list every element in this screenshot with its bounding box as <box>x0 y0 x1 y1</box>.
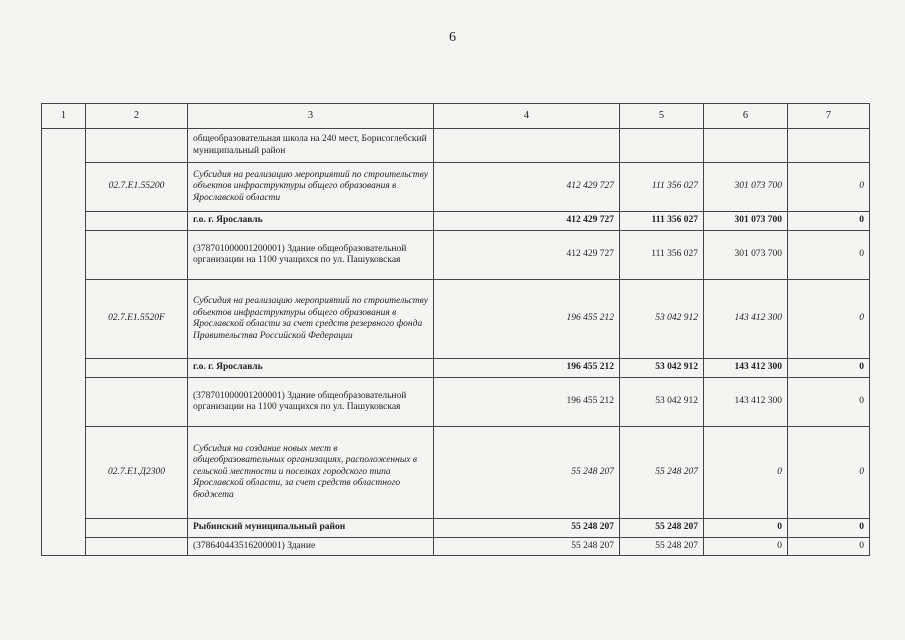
col6-cell: 143 412 300 <box>704 280 788 359</box>
header-cell-1: 1 <box>42 104 86 129</box>
col6-cell: 0 <box>704 519 788 538</box>
code-cell: 02.7.Е1.5520F <box>86 280 188 359</box>
col5-cell: 53 042 912 <box>620 359 704 378</box>
table-row <box>42 231 870 280</box>
code-cell <box>86 212 188 231</box>
col5-cell: 55 248 207 <box>620 538 704 556</box>
code-cell <box>86 231 188 280</box>
table-row <box>42 538 870 556</box>
table-row <box>42 378 870 427</box>
header-cell-2: 2 <box>86 104 188 129</box>
table-row <box>42 427 870 519</box>
code-cell: 02.7.Е1.Д2300 <box>86 427 188 519</box>
description-cell: (378701000001200001) Здание общеобразовательной организации на 1100 учащихся по ул. Пашуковская <box>188 378 434 427</box>
col6-cell: 0 <box>704 538 788 556</box>
col7-cell: 0 <box>788 231 870 280</box>
code-cell <box>86 519 188 538</box>
col5-cell: 111 356 027 <box>620 212 704 231</box>
col6-cell: 143 412 300 <box>704 378 788 427</box>
budget-table <box>41 103 870 556</box>
col4-cell: 196 455 212 <box>434 359 620 378</box>
description-cell: Субсидия на создание новых мест в общеобразовательных организациях, расположенных в сельской местности и поселках городского типа Ярославской области, за счет средств областного бюджета <box>188 427 434 519</box>
header-row <box>42 104 870 129</box>
col4-cell: 55 248 207 <box>434 427 620 519</box>
description-cell: г.о. г. Ярославль <box>188 212 434 231</box>
description-cell: Рыбинский муниципальный район <box>188 519 434 538</box>
header-cell-4: 4 <box>434 104 620 129</box>
col6-cell: 0 <box>704 427 788 519</box>
description-cell: общеобразовательная школа на 240 мест, Борисоглебский муниципальный район <box>188 129 434 163</box>
col7-cell: 0 <box>788 280 870 359</box>
header-cell-6: 6 <box>704 104 788 129</box>
col7-cell: 0 <box>788 427 870 519</box>
table-row <box>42 129 870 163</box>
description-cell: Субсидия на реализацию мероприятий по строительству объектов инфраструктуры общего образования в Ярославской области <box>188 163 434 212</box>
col6-cell <box>704 129 788 163</box>
col5-cell: 111 356 027 <box>620 163 704 212</box>
col7-cell <box>788 129 870 163</box>
table-row <box>42 163 870 212</box>
description-cell: Субсидия на реализацию мероприятий по строительству объектов инфраструктуры общего образования в Ярославской области за счет средств резервного фонда Правительства Российской Федерации <box>188 280 434 359</box>
table-row <box>42 359 870 378</box>
col5-cell: 111 356 027 <box>620 231 704 280</box>
col5-cell: 55 248 207 <box>620 427 704 519</box>
col7-cell: 0 <box>788 538 870 556</box>
col5-cell: 55 248 207 <box>620 519 704 538</box>
col7-cell: 0 <box>788 212 870 231</box>
col4-cell: 55 248 207 <box>434 538 620 556</box>
page-number: 6 <box>449 30 456 45</box>
header-cell-3: 3 <box>188 104 434 129</box>
col7-cell: 0 <box>788 378 870 427</box>
description-cell: (378640443516200001) Здание <box>188 538 434 556</box>
code-cell: 02.7.Е1.55200 <box>86 163 188 212</box>
header-cell-5: 5 <box>620 104 704 129</box>
col5-cell: 53 042 912 <box>620 280 704 359</box>
description-cell: (378701000001200001) Здание общеобразовательной организации на 1100 учащихся по ул. Пашуковская <box>188 231 434 280</box>
col4-cell: 55 248 207 <box>434 519 620 538</box>
col5-cell <box>620 129 704 163</box>
col6-cell: 301 073 700 <box>704 231 788 280</box>
col6-cell: 301 073 700 <box>704 163 788 212</box>
col7-cell: 0 <box>788 359 870 378</box>
table-row <box>42 519 870 538</box>
col4-cell: 412 429 727 <box>434 212 620 231</box>
code-cell <box>86 538 188 556</box>
col1-merged-cell <box>42 129 86 556</box>
col7-cell: 0 <box>788 519 870 538</box>
col4-cell: 196 455 212 <box>434 378 620 427</box>
col5-cell: 53 042 912 <box>620 378 704 427</box>
table-row <box>42 212 870 231</box>
col7-cell: 0 <box>788 163 870 212</box>
code-cell <box>86 378 188 427</box>
col4-cell: 196 455 212 <box>434 280 620 359</box>
col4-cell: 412 429 727 <box>434 231 620 280</box>
description-cell: г.о. г. Ярославль <box>188 359 434 378</box>
col6-cell: 301 073 700 <box>704 212 788 231</box>
col4-cell: 412 429 727 <box>434 163 620 212</box>
code-cell <box>86 359 188 378</box>
table-row <box>42 280 870 359</box>
col6-cell: 143 412 300 <box>704 359 788 378</box>
code-cell <box>86 129 188 163</box>
header-cell-7: 7 <box>788 104 870 129</box>
col4-cell <box>434 129 620 163</box>
